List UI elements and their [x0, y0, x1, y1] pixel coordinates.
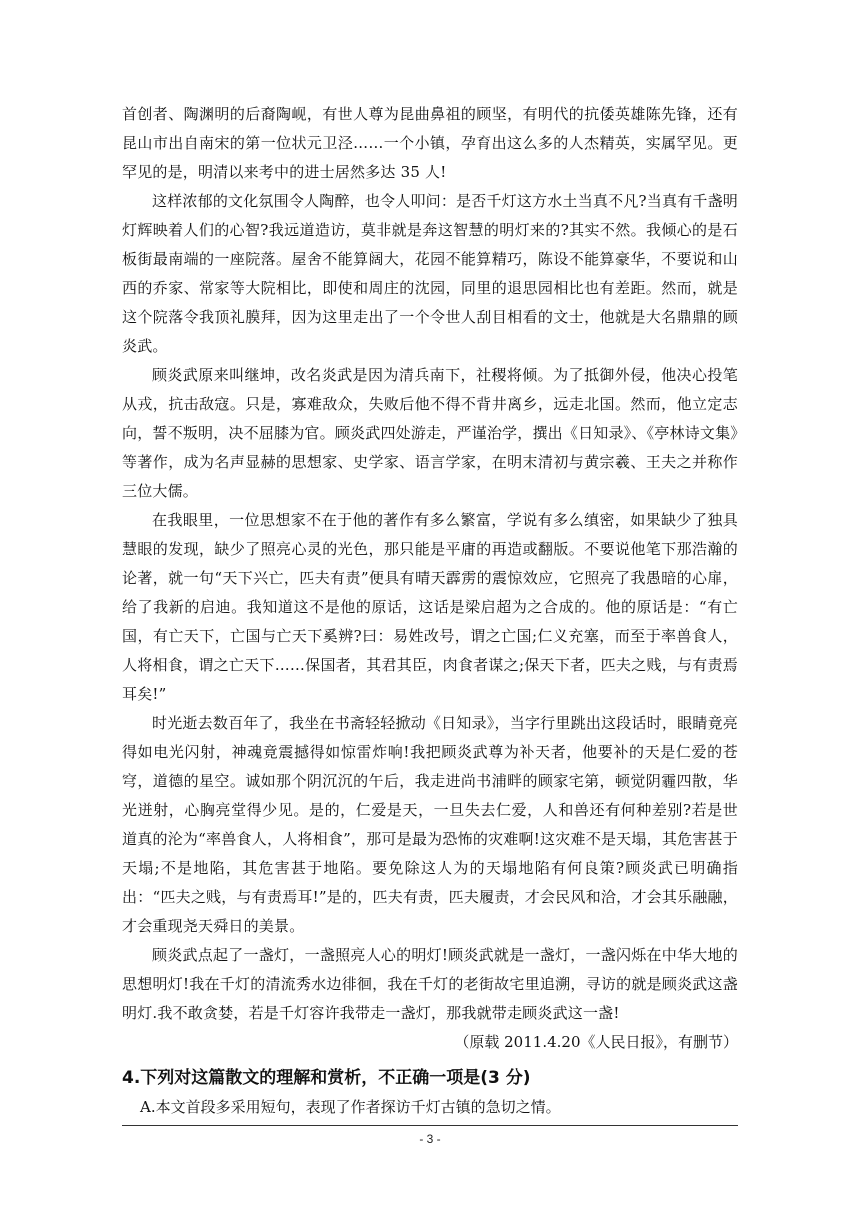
article-paragraph: 顾炎武点起了一盏灯，一盏照亮人心的明灯!顾炎武就是一盏灯，一盏闪烁在中华大地的思想明灯!我在千灯的清流秀水边徘徊，我在千灯的老街故宅里追溯，寻访的就是顾炎武这盏明灯.我不敢贪婪，若是千灯容许我带走一盏灯，那我就带走顾炎武这一盏! — [122, 946, 738, 1022]
article-paragraph: 在我眼里，一位思想家不在于他的著作有多么繁富，学说有多么缜密，如果缺少了独具慧眼的发现，缺少了照亮心灵的光色，那只能是平庸的再造或翻版。不要说他笔下那浩瀚的论著，就一句“天下兴亡，匹夫有责”便具有晴天霹雳的震惊效应，它照亮了我愚暗的心扉，给了我新的启迪。我知道这不是他的原话，这话是梁启超为之合成的。他的原话是：“有亡国，有亡天下，亡国与亡天下奚辨?曰：易姓改号，谓之亡国;仁义充塞，而至于率兽食人，人将相食，谓之亡天下……保国者，其君其臣，肉食者谋之;保天下者，匹夫之贱，与有责焉耳矣!” — [122, 511, 738, 703]
footer-divider — [122, 1125, 738, 1126]
article-paragraph: 顾炎武原来叫继坤，改名炎武是因为清兵南下，社稷将倾。为了抵御外侵，他决心投笔从戎，抗击敌寇。只是，寡难敌众，失败后他不得不背井离乡，远走北国。然而，他立定志向，誓不叛明，决不屈膝为官。顾炎武四处游走，严谨治学，撰出《日知录》、《亭林诗文集》等著作，成为名声显赫的思想家、史学家、语言学家，在明末清初与黄宗羲、王夫之并称作三位大儒。 — [122, 366, 738, 500]
article-source: （原载 2011.4.20《人民日报》，有删节） — [454, 1033, 738, 1051]
article-paragraph: 首创者、陶渊明的后裔陶岘，有世人尊为昆曲鼻祖的顾坚，有明代的抗倭英雄陈先锋，还有昆山市出自南宋的第一位状元卫泾……一个小镇，孕育出这么多的人杰精英，实属罕见。更罕见的是，明清以来考中的进士居然多达 35 人! — [122, 105, 738, 181]
question-title: 4.下列对这篇散文的理解和赏析，不正确一项是(3 分) — [122, 1068, 531, 1088]
page-number: - 3 - — [419, 1132, 441, 1146]
page-body — [122, 100, 738, 1121]
option-a: A.本文首段多采用短句，表现了作者探访千灯古镇的急切之情。 — [140, 1098, 561, 1116]
article-paragraph: 时光逝去数百年了，我坐在书斋轻轻掀动《日知录》，当字行里跳出这段话时，眼睛竟亮得如电光闪射，神魂竟震撼得如惊雷炸响!我把顾炎武尊为补天者，他要补的天是仁爱的苍穹，道德的星空。诚如那个阴沉沉的午后，我走进尚书浦畔的顾家宅第，顿觉阴霾四散，华光迸射，心胸亮堂得少见。是的，仁爱是天，一旦失去仁爱，人和兽还有何种差别?若是世道真的沦为“率兽食人，人将相食”，那可是最为恐怖的灾难啊!这灾难不是天塌，其危害甚于天塌;不是地陷，其危害甚于地陷。要免除这人为的天塌地陷有何良策?顾炎武已明确指出：“匹夫之贱，与有责焉耳!”是的，匹夫有责，匹夫履责，才会民风和洽，才会其乐融融，才会重现尧天舜日的美景。 — [122, 714, 738, 935]
article-paragraph: 这样浓郁的文化氛围令人陶醉，也令人叩问：是否千灯这方水土当真不凡?当真有千盏明灯辉映着人们的心智?我远道造访，莫非就是奔这智慧的明灯来的?其实不然。我倾心的是石板街最南端的一座院落。屋舍不能算阔大，花园不能算精巧，陈设不能算豪华，不要说和山西的乔家、常家等大院相比，即使和周庄的沈园，同里的退思园相比也有差距。然而，就是这个院落令我顶礼膜拜，因为这里走出了一个令世人刮目相看的文士，他就是大名鼎鼎的顾炎武。 — [122, 192, 738, 355]
